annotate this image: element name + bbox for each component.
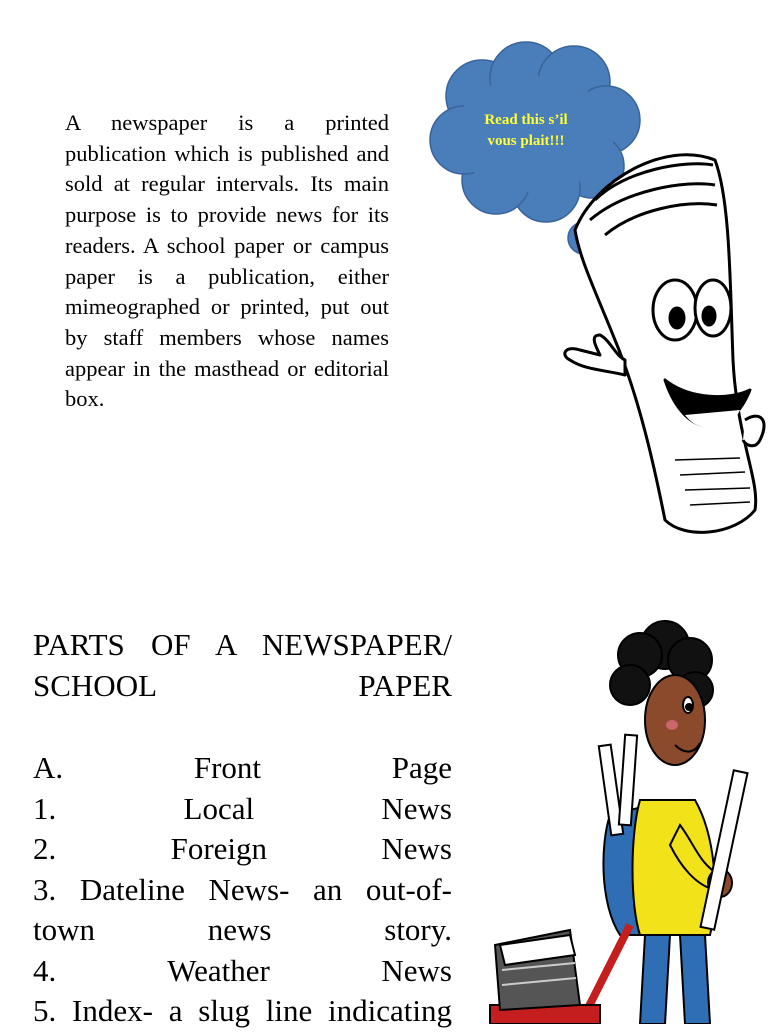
newspaper-mascot-icon [555, 140, 768, 540]
parts-heading-line-2: SCHOOL PAPER [33, 667, 452, 703]
parts-list [33, 748, 452, 1032]
list-item: town news story. [33, 912, 452, 947]
list-item: 1. Local News [33, 790, 452, 826]
list-item: 4. Weather News [33, 952, 452, 988]
list-item: 5. Index- a slug line indicating [33, 993, 452, 1028]
newspaper-boy-icon [480, 605, 768, 1024]
parts-heading-line-1: PARTS OF A NEWSPAPER/ [33, 627, 452, 662]
parts-heading [33, 625, 452, 706]
callout-line-2: vous plait!!! [487, 133, 565, 149]
intro-paragraph: A newspaper is a printed publication which is published and sold at regular intervals. Its main purpose is to provide news for its readers. A school paper or campus paper is a publication, either mimeographed or printed, put out by staff members whose names appear in the masthead or editorial box. [65, 110, 389, 412]
list-item: 3. Dateline News- an out-of- [33, 871, 452, 907]
callout-line-1: Read this s’il [484, 112, 568, 128]
list-item: A. Front Page [33, 750, 452, 785]
list-item: 2. Foreign News [33, 831, 452, 866]
